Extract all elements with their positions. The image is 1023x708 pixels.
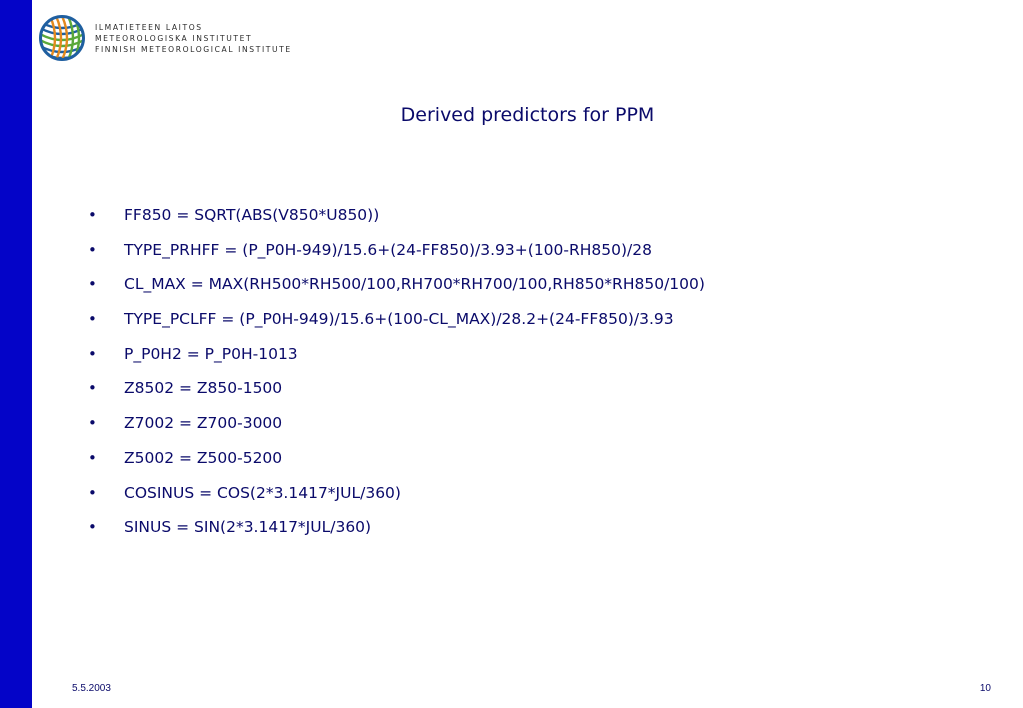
bullet-dot-icon: • [88, 483, 97, 502]
list-item-text: Z5002 = Z500-5200 [124, 448, 283, 467]
predictor-list [88, 206, 705, 553]
list-item-text: FF850 = SQRT(ABS(V850*U850)) [124, 206, 380, 224]
list-item [88, 414, 705, 449]
list-item [88, 206, 705, 241]
bullet-dot-icon: • [88, 240, 97, 259]
logo-line-swedish: METEOROLOGISKA INSTITUTET [95, 33, 253, 43]
list-item [88, 275, 705, 310]
institute-logo [38, 14, 292, 62]
bullet-dot-icon: • [88, 206, 97, 224]
bullet-dot-icon: • [88, 448, 97, 467]
list-item [88, 345, 705, 380]
bullet-dot-icon: • [88, 518, 97, 537]
list-item-text: SINUS = SIN(2*3.1417*JUL/360) [124, 518, 372, 537]
logo-line-finnish: ILMATIETEEN LAITOS [95, 22, 203, 32]
logo-text [95, 22, 292, 55]
bullet-dot-icon: • [88, 344, 97, 363]
page-number: 10 [979, 683, 991, 694]
list-item-text: TYPE_PRHFF = (P_P0H-949)/15.6+(24-FF850)/3.93+(100-RH850)/28 [124, 240, 652, 259]
institute-logo-icon [38, 14, 86, 62]
bullet-dot-icon: • [88, 275, 97, 294]
list-item [88, 484, 705, 519]
footer-date: 5.5.2003 [72, 683, 111, 694]
left-accent-bar [0, 0, 32, 708]
list-item-text: CL_MAX = MAX(RH500*RH500/100,RH700*RH700/100,RH850*RH850/100) [124, 275, 705, 294]
logo-line-english: FINNISH METEOROLOGICAL INSTITUTE [95, 44, 292, 54]
list-item [88, 310, 705, 345]
list-item [88, 241, 705, 276]
list-item [88, 518, 705, 553]
bullet-dot-icon: • [88, 310, 97, 329]
bullet-dot-icon: • [88, 414, 97, 433]
list-item-text: COSINUS = COS(2*3.1417*JUL/360) [124, 483, 401, 502]
list-item-text: P_P0H2 = P_P0H-1013 [124, 344, 298, 363]
list-item-text: Z8502 = Z850-1500 [124, 379, 283, 398]
bullet-dot-icon: • [88, 379, 97, 398]
list-item [88, 449, 705, 484]
list-item-text: Z7002 = Z700-3000 [124, 414, 283, 433]
list-item-text: TYPE_PCLFF = (P_P0H-949)/15.6+(100-CL_MAX)/28.2+(24-FF850)/3.93 [124, 310, 674, 329]
slide-title: Derived predictors for PPM [400, 104, 655, 126]
list-item [88, 379, 705, 414]
